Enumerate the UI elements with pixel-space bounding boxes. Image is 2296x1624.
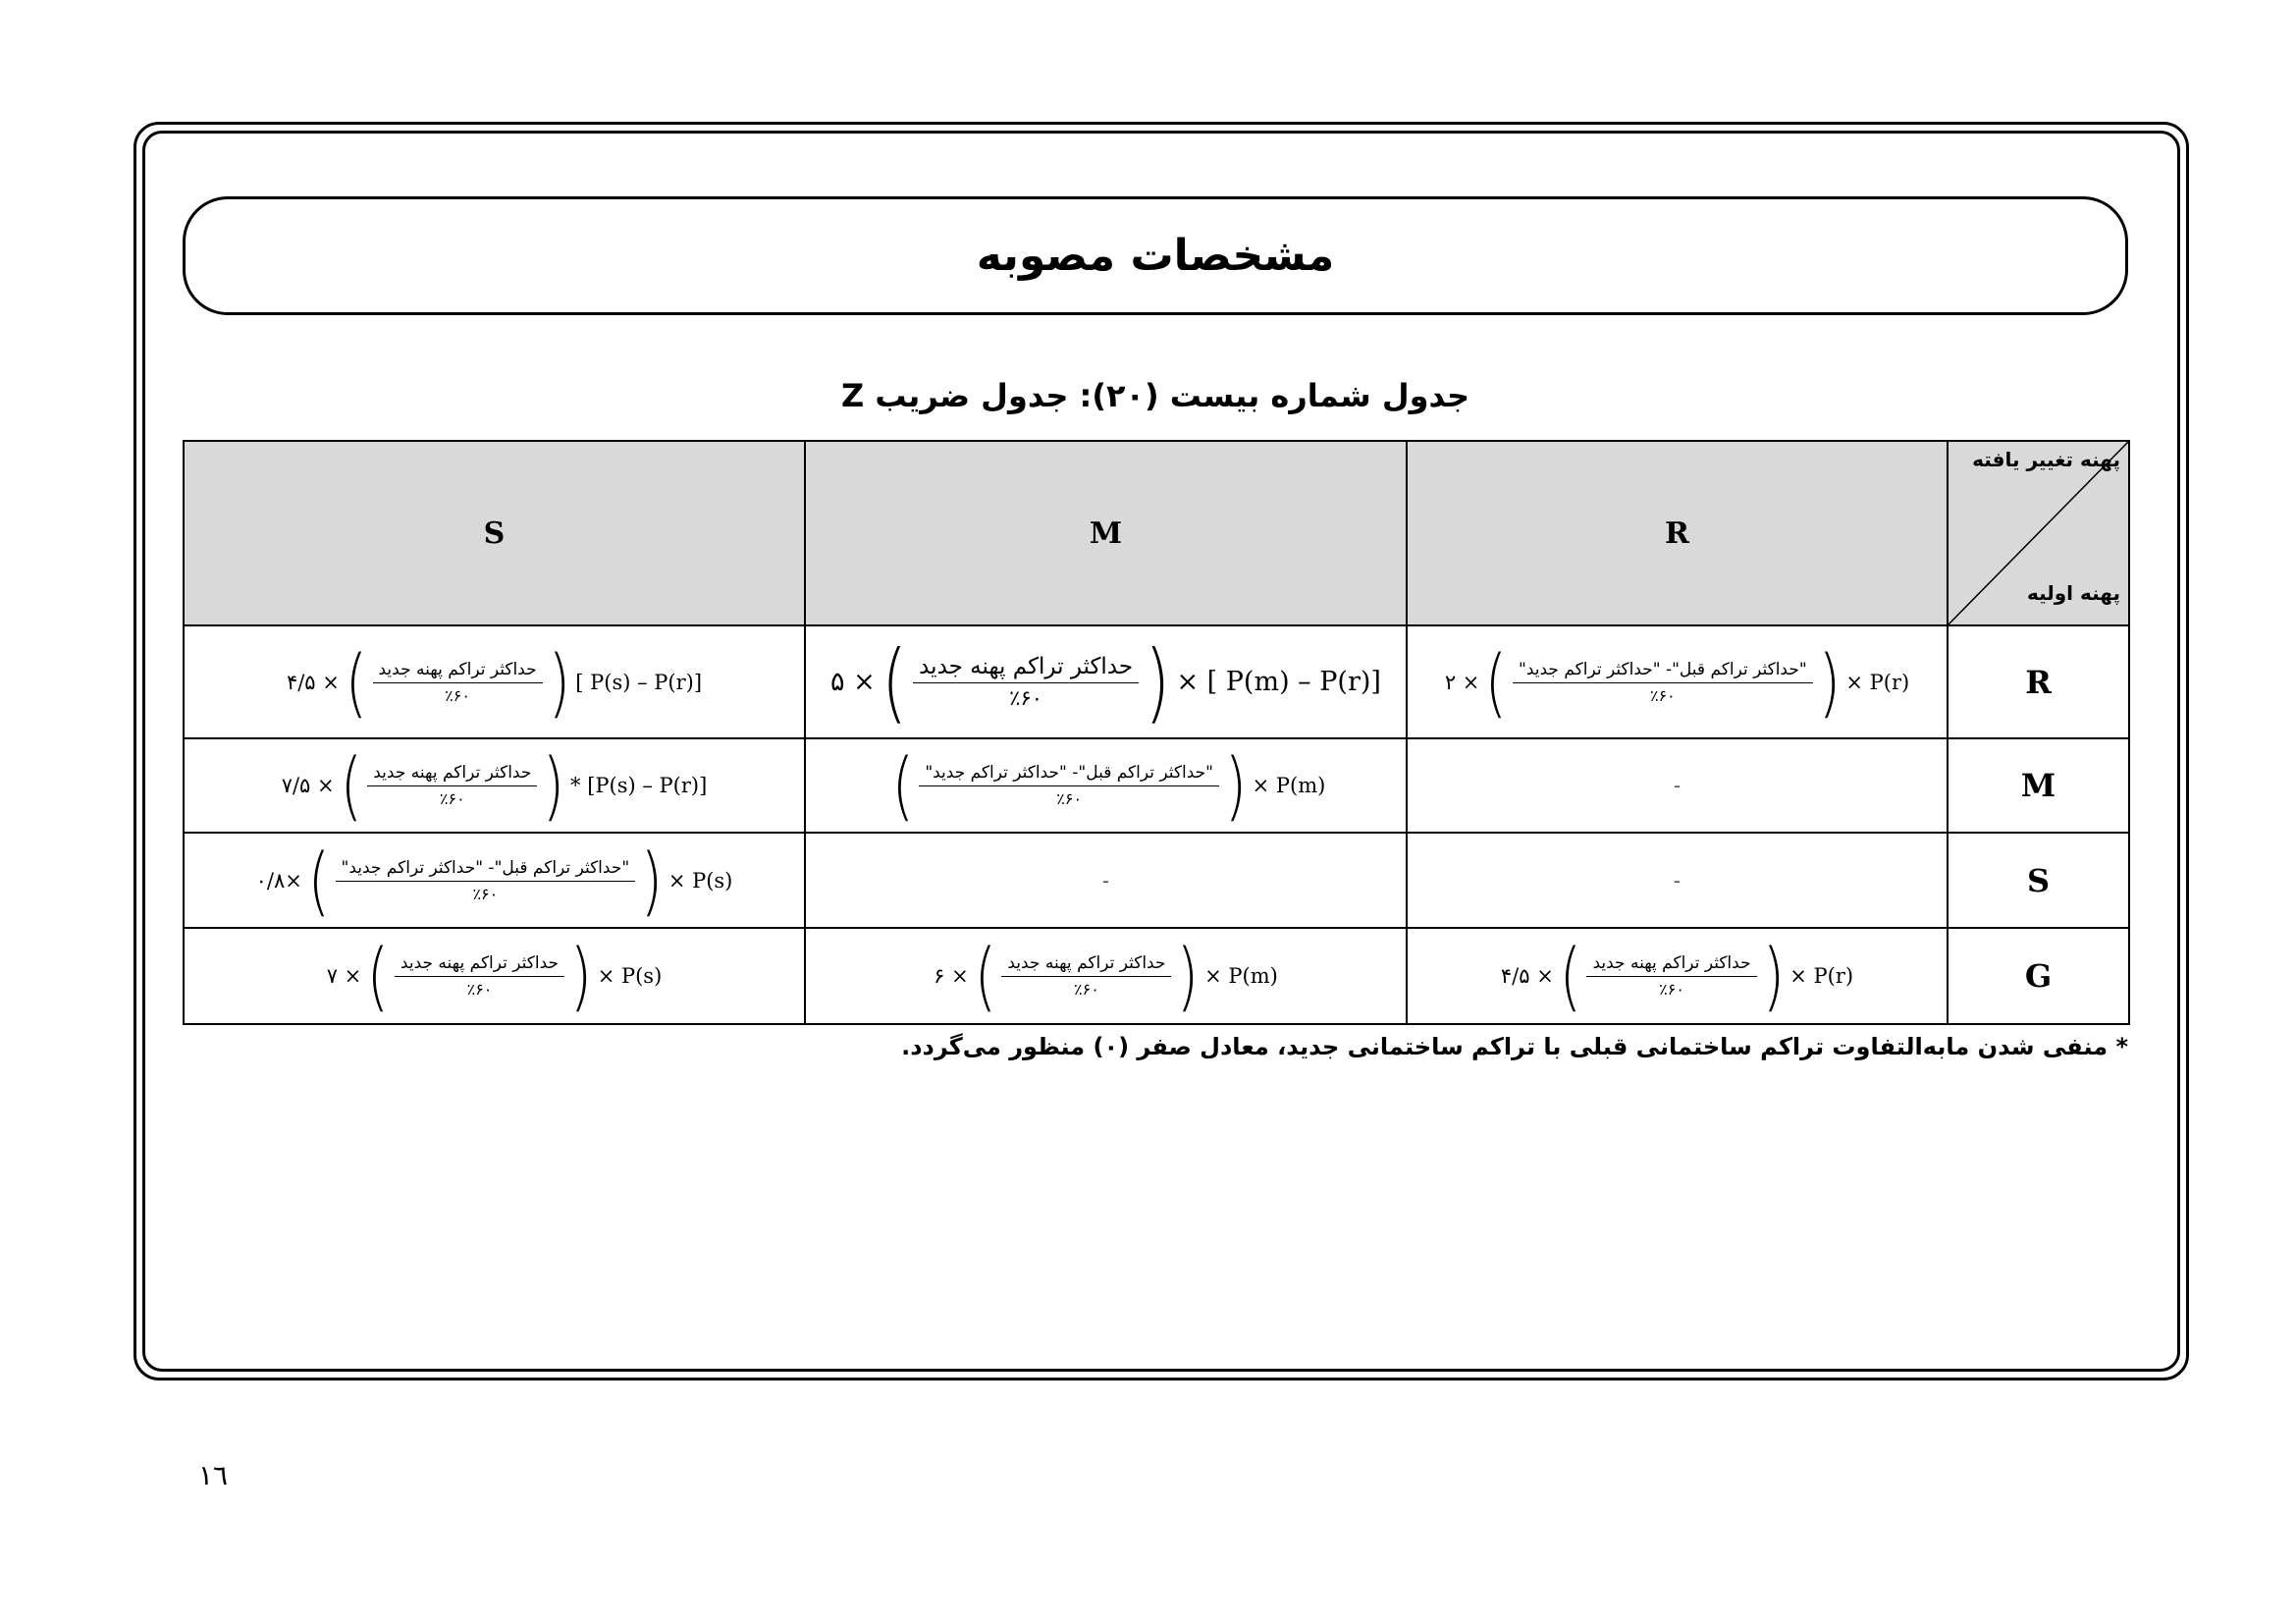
fraction-numerator: حداکثر تراکم پهنه جدید (395, 953, 564, 977)
table-caption: جدول شماره بیست (۲۰): جدول ضریب Z (840, 377, 1470, 414)
table-row (184, 928, 2129, 1024)
formula-multiplier: ۶ × (934, 964, 969, 988)
formula-price-term: × P(s) (667, 868, 733, 893)
formula-multiplier: ۴/۵ × (286, 670, 340, 694)
formula-price-term: × P(s) (597, 964, 663, 988)
formula-fraction (373, 660, 543, 705)
corner-label-changed-zone: پهنه تغییر یافته (1972, 448, 2120, 471)
coefficient-formula (252, 836, 737, 924)
table-cell (184, 833, 805, 928)
coefficient-formula (278, 741, 712, 829)
formula-multiplier: ۲ × (1444, 670, 1480, 694)
coefficient-formula (283, 637, 706, 726)
right-paren-glyph: ) (1177, 932, 1200, 1019)
formula-fraction (367, 763, 537, 808)
formula-price-term: × P(m) (1204, 964, 1278, 988)
fraction-numerator: "حداکثر تراکم قبل"- "حداکثر تراکم جدید" (919, 763, 1219, 786)
formula-price-term: [ P(s) – P(r)] (575, 670, 703, 694)
fraction-numerator: "حداکثر تراکم قبل"- "حداکثر تراکم جدید" (1513, 660, 1813, 683)
fraction-denominator: ٪۶۰ (1649, 685, 1676, 705)
row-header-m: M (1948, 738, 2129, 833)
right-paren-glyph: ) (1762, 932, 1785, 1019)
empty-cell-dash: - (1673, 868, 1682, 893)
title-banner (183, 196, 2128, 315)
formula-multiplier: ۵ × (830, 667, 876, 697)
fraction-denominator: ٪۶۰ (472, 884, 499, 903)
right-paren-glyph: ) (1224, 741, 1247, 829)
left-paren-glyph: ( (974, 932, 996, 1019)
fraction-numerator: حداکثر تراکم پهنه جدید (367, 763, 537, 786)
table-cell (1407, 738, 1948, 833)
fraction-denominator: ٪۶۰ (1659, 980, 1684, 999)
row-header-r: R (1948, 625, 2129, 738)
header-row (184, 441, 2129, 625)
empty-cell-dash: - (1673, 774, 1682, 797)
corner-label-initial-zone: پهنه اولیه (2026, 581, 2120, 605)
left-paren-glyph: ( (881, 630, 907, 732)
fraction-denominator: ٪۶۰ (1056, 789, 1083, 808)
fraction-denominator: ٪۶۰ (439, 789, 465, 808)
left-paren-glyph: ( (891, 741, 914, 829)
right-paren-glyph: ) (1145, 630, 1171, 732)
fraction-numerator: حداکثر تراکم پهنه جدید (913, 654, 1139, 683)
formula-price-term: * [P(s) – P(r)] (570, 774, 708, 797)
fraction-denominator: ٪۶۰ (1009, 686, 1043, 710)
fraction-numerator: حداکثر تراکم پهنه جدید (1001, 953, 1171, 977)
formula-price-term: × P(m) (1252, 774, 1326, 797)
column-header-r: R (1407, 441, 1948, 625)
coefficient-formula (1441, 637, 1913, 726)
formula-price-term: × P(r) (1845, 670, 1910, 694)
left-paren-glyph: ( (1559, 932, 1581, 1019)
page-number: ۱٦ (198, 1459, 229, 1491)
table-row (184, 833, 2129, 928)
table-cell (184, 625, 805, 738)
formula-fraction (395, 953, 564, 999)
table-cell (184, 928, 805, 1024)
fraction-numerator: حداکثر تراکم پهنه جدید (373, 660, 543, 683)
table-cell (1407, 833, 1948, 928)
formula-fraction (1513, 660, 1813, 705)
formula-multiplier: ۷/۵ × (281, 774, 335, 797)
formula-fraction (1586, 953, 1756, 999)
right-paren-glyph: ) (640, 836, 664, 924)
table-cell (805, 928, 1407, 1024)
row-header-g: G (1948, 928, 2129, 1024)
formula-fraction (336, 858, 636, 903)
coefficient-formula (882, 741, 1330, 829)
left-paren-glyph: ( (340, 741, 362, 829)
right-paren-glyph: ) (543, 741, 565, 829)
row-header-s: S (1948, 833, 2129, 928)
table-cell (805, 738, 1407, 833)
formula-fraction (919, 763, 1219, 808)
left-paren-glyph: ( (366, 932, 390, 1019)
fraction-denominator: ٪۶۰ (1074, 980, 1099, 999)
formula-fraction (913, 654, 1139, 710)
left-paren-glyph: ( (345, 637, 367, 726)
page-title: مشخصات مصوبه (976, 231, 1335, 281)
coefficient-formula (827, 630, 1385, 732)
fraction-numerator: "حداکثر تراکم قبل"- "حداکثر تراکم جدید" (336, 858, 636, 882)
table-row (184, 625, 2129, 738)
left-paren-glyph: ( (1485, 637, 1508, 726)
right-paren-glyph: ) (1818, 637, 1841, 726)
formula-fraction (1001, 953, 1171, 999)
fraction-denominator: ٪۶۰ (466, 980, 493, 999)
table-cell (1407, 625, 1948, 738)
fraction-denominator: ٪۶۰ (445, 685, 470, 705)
fraction-numerator: حداکثر تراکم پهنه جدید (1586, 953, 1756, 977)
coefficient-formula (1497, 932, 1857, 1019)
right-paren-glyph: ) (569, 932, 592, 1019)
table-cell (805, 625, 1407, 738)
column-header-s: S (184, 441, 805, 625)
column-header-m: M (805, 441, 1407, 625)
coefficient-formula (930, 932, 1282, 1019)
table-cell (1407, 928, 1948, 1024)
z-coefficient-table (183, 440, 2130, 1025)
formula-multiplier: ۷ × (326, 964, 362, 988)
corner-header-cell (1948, 441, 2129, 625)
formula-price-term: × P(r) (1789, 964, 1854, 988)
right-paren-glyph: ) (548, 637, 570, 726)
footnote: * منفی شدن مابه‌التفاوت تراکم ساختمانی قبلی با تراکم ساختمانی جدید، معادل صفر (۰) منظور می‌گردد. (901, 1033, 2128, 1060)
table-cell (805, 833, 1407, 928)
formula-multiplier: ۴/۵ × (1500, 964, 1554, 988)
table-cell (184, 738, 805, 833)
empty-cell-dash: - (1101, 868, 1110, 893)
coefficient-formula (323, 932, 667, 1019)
formula-price-term: × [ P(m) – P(r)] (1176, 667, 1381, 697)
left-paren-glyph: ( (307, 836, 330, 924)
formula-multiplier: ۰/۸× (255, 868, 302, 893)
table-row (184, 738, 2129, 833)
